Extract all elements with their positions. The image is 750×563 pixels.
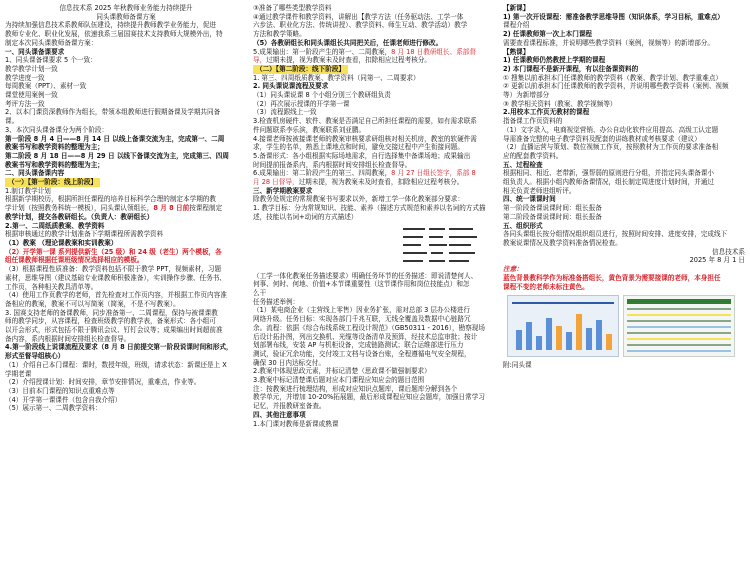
chart-bar — [596, 320, 602, 350]
table-mark — [403, 252, 427, 254]
body-line: 1、同头课备课要求 5 个一致： — [5, 56, 97, 65]
phase-two-line: 第二阶段 8 月 18 日——8 月 29 日 以线下备课交流为主，完成第三、四周 — [5, 151, 229, 160]
body-line: 指备课工作页资料的 — [503, 117, 563, 126]
table-mark — [449, 244, 471, 246]
body-line: 教学进度一致 — [5, 73, 45, 82]
body-line: ② 更新以前承担本门任课教师的教学资料，并说明哪些教学资料（案例、视频 — [503, 82, 729, 91]
body-line: 1) 第一次开设课程：需准备教学思维导图（知识体系，学习目标，重难点） — [503, 12, 724, 21]
sheet-row — [627, 350, 731, 352]
body-line: 应的配套教学资料。 — [503, 151, 563, 160]
section-heading-2: 二、同头课备课内容 — [5, 169, 65, 178]
intro-line: 制定本次同头课教师备课方案： — [5, 38, 98, 47]
note-line: 课程不变的老师未标注黄色。 — [503, 282, 589, 291]
table-mark — [449, 252, 475, 254]
body-line: 记忆，并报教研室备查。 — [253, 402, 326, 411]
body-line: 课堂使用案例一致 — [5, 91, 58, 100]
body-line: 教案说课情况及教学资料准备情况检查。 — [503, 238, 622, 247]
body-line: （3）目前本门课程的知识点重难点等 — [5, 386, 115, 395]
body-line: 方法和教学策略。 — [253, 30, 306, 39]
sheet-row — [627, 326, 731, 328]
column-middle — [253, 4, 497, 428]
tag-familiar-course: 【熟课】 — [503, 47, 530, 56]
body-line: （2）介绍授课计划：时间安排，章节安排情况，重难点，作业等。 — [5, 378, 201, 387]
body-line: 测试，验证冗余功能，交付竣工文档与设备台账，全程遵循电气安全规程， — [253, 349, 471, 358]
table-mark — [403, 244, 421, 246]
body-line: （1）介绍自己本门课程：课时，数授年级，班级，请求状态：新课还是上 X — [5, 360, 227, 369]
phase-one-line: 第一阶段 8 月 4 日——8 月 14 日 以线上备课交流为主，完成第一、二周 — [5, 134, 225, 143]
body-line: 导需准备完整的电子教学资料及配套的讲练教材或考核要求（建议） — [503, 134, 701, 143]
body-line: （5）各教研组长和同头课组长共同把关后，任课老师进行修改。 — [253, 38, 443, 47]
body-line: 课程介绍 — [503, 21, 530, 30]
text-run: 过期未提，视为教案未及时查看，扣除相应过程考核分。 — [298, 178, 464, 187]
body-line: 时间提前报备系内，系内根据时间安排组长检查督导。 — [253, 160, 412, 169]
body-line: 六步法、职业化方法、传统讲授）、教学资料、师生互动、教学活动）教学 — [253, 21, 468, 30]
signature-date: 2025 年 8 月 1 日 — [689, 256, 745, 265]
phase-two-line: 教案书写和教学资料的整理为主； — [5, 160, 104, 169]
body-line: 任务描述举例： — [253, 297, 300, 306]
highlight-line: 组任课教师根据任课班级情况选择相应的模板。 — [5, 256, 144, 265]
phase-one-line: 教案书写和教学资料的整理为主； — [5, 143, 104, 152]
body-line: 3、本次同头课备课分为两个阶段： — [5, 125, 109, 134]
chart-bar — [606, 334, 612, 350]
table-mark — [431, 252, 443, 254]
embedded-screenshots — [503, 293, 745, 359]
tag-new-course: 【新课】 — [503, 4, 530, 12]
body-line: 师的教学同步，从容课程，检查班级教学的教学表，备案形式：各小组可 — [5, 317, 216, 326]
body-line: （1）文字录入，电商视觉营销、办公自动化软件应用提高、高级工认定题 — [503, 125, 719, 134]
table-mark — [429, 228, 445, 230]
sheet-row — [627, 308, 731, 310]
chart-bar — [526, 322, 532, 350]
sub-heading: 2. 同头课说课流程及要求 — [253, 82, 329, 91]
doc-title-line1: 信息技术系 2025 年秋教师业务能力持续提升 — [59, 4, 193, 12]
table-mark — [403, 236, 423, 238]
body-line: 3.检查机房硬件、软件、教案是否满足自己所担任课程的需要，如有需求联系 — [253, 117, 477, 126]
body-line — [253, 56, 497, 65]
body-line: 根据相同、相近、老带新，强帮弱的原则进行分组，并指定同头课备课小 — [503, 169, 714, 178]
body-line: （4）开学第一课课件（包含自我介绍） — [5, 395, 122, 404]
body-line: ③准备了哪些类型教学资料 — [253, 4, 332, 12]
body-line: 第二阶段备课说课时间：组长报备 — [503, 212, 602, 221]
attachment-label: 附:同头课 — [503, 361, 532, 370]
deadline-text: 8 月 8 日前 — [153, 204, 190, 213]
body-line: （1）教案 （理论课教案和实训教案） — [5, 238, 118, 247]
body-line: 工作页，各种相关教具清单等。 — [5, 282, 98, 291]
sub-heading: 形式至督导组核心） — [5, 352, 65, 361]
body-line: 第一阶段备课说课时间：组长报备 — [503, 204, 602, 213]
sheet-row — [627, 314, 731, 316]
body-line: （5）展示第一、二周教学资料： — [5, 404, 102, 413]
body-line: 5.备课形式：各小组根据实际场地需求，自行选择集中备课场地；成果输出 — [253, 151, 471, 160]
body-line: 3.教案中标记清楚课后题对应本门课程应知应会的题目范围 — [253, 376, 425, 385]
deadline-text: 月 28 日督导， — [253, 178, 299, 187]
body-line — [253, 178, 497, 187]
intro-line: 教师专业化、职业化发展，依速我系三届国赛技术支持教师大规模外出，特 — [5, 30, 223, 39]
text-run: 5.成果输出：第一阶段产生的第一、二周教案， — [253, 47, 392, 56]
body-line: 教学单元，并增加 10-20%拓展题，最后形成课程应知应会题库，加强日常学习 — [253, 393, 485, 402]
note-line: 蓝色背景教科学作为标准备搭组长，黄色背景为需要接课的老师，本身担任 — [503, 273, 721, 282]
text-run: 何事、何时、何地、价值+本节课重要性（这节课作用和岗位技能点）和怎 — [253, 280, 470, 289]
body-line: 1.制订教学计划 — [5, 186, 51, 195]
body-line: ① 搜集以前承担本门任课教师的教学资料（教案、教学计划、教学重难点） — [503, 73, 723, 82]
sub-heading: 2.第一、二周纸质教案、教学资料 — [5, 221, 105, 230]
doc-title-line2: 同头课教师备课方案 — [96, 12, 156, 21]
highlight-line: （2）开学第一课 系列提供新生（25 级）和 24 级（老生）两个模板，各 — [5, 247, 222, 256]
section-heading-4: 四、其他注意事项 — [253, 410, 306, 419]
body-line: 等）为新增部分 — [503, 91, 550, 100]
deadline-text: 8 月 27 日组长签字，系部 8 — [391, 169, 476, 178]
body-line: 2) 本门课程不是新开课程，有以往备课资料的 — [503, 64, 639, 73]
body-line: ④通过教学课件和教学资料，讲解出【教学方法（任务驱动法、工学一体 — [253, 12, 464, 21]
chart-bar — [566, 332, 572, 350]
body-line: （2）直播运营与策划、数位视频工作页，按照教材为工作页的要求准备相 — [503, 143, 719, 152]
text-run: 按课程制定 — [189, 204, 223, 213]
sheet-header — [627, 299, 731, 304]
body-line: 各同头课组长按分组情况组织组员进行，按照时间安排、进度安排，完成线下 — [503, 230, 728, 239]
body-line: 1. 第三、四周纸质教案、教学资料（同第一、二周要求） — [253, 73, 420, 82]
body-line: （工学一体化教案任务描述要求）明确任务环节的任务描述：即说清楚何人、 — [253, 271, 478, 280]
body-line: （1）同头课说课 8 个小组分别三个教研组负责 — [253, 91, 391, 100]
chart-title-bar — [512, 302, 614, 304]
body-line: 余。流程：依据《综合布线系统工程设计规范》（GB50311 - 2016），勘察现场 — [253, 323, 485, 332]
body-line: 2) 任课教师第一次上本门课程 — [503, 30, 593, 39]
body-line: 件问题联系李乐滨，教案联系刘亚鹏。 — [253, 125, 366, 134]
column-left — [5, 4, 247, 413]
body-line: 备相应的教案，教案不可以写简案（简案，不是不写教案）。 — [5, 299, 180, 308]
section-heading-7: 五、组织形式 — [503, 221, 543, 230]
body-line — [5, 204, 247, 213]
table-mark — [429, 244, 447, 246]
body-line: 根据新学期校历，根据所担任课程的培养目标科学合理的制定本学期的教 — [5, 195, 216, 204]
body-line: 求，学生的名单，熟悉上课地点和时间，避免交接过程中产生衔接问题。 — [253, 143, 464, 152]
chart-bar — [536, 336, 542, 350]
body-line: 1. 教学目标：分为常规知识、技能、素养（描述方式规范和素养以名词的方式描 — [253, 204, 486, 213]
embedded-spreadsheet-thumbnail — [623, 295, 735, 357]
body-line: 除教务处规定的常规教案书写要求以外，新增工学一体化教案部分要求： — [253, 195, 464, 204]
stage-banner-text: （一）【第一阶段：线上阶段】 — [5, 178, 100, 187]
embedded-table-image — [253, 224, 497, 270]
body-line: 学期老课 — [5, 369, 32, 378]
stage-banner-offline — [253, 65, 497, 74]
body-line: 以开会形式，形式包括不限于腾讯会议、钉钉会议等；成果编出时间超前准 — [5, 326, 223, 335]
table-mark — [449, 260, 469, 262]
sheet-row — [627, 338, 731, 340]
body-line: 后设计拓扑图，列出交换机、光缆等设备清单及预算，经技术总监审批；按计 — [253, 332, 478, 341]
chart-bar — [556, 326, 562, 350]
table-mark — [429, 236, 443, 238]
embedded-chart-thumbnail — [507, 295, 619, 357]
stage-banner-online — [5, 178, 247, 187]
body-line: ③ 教学相关资料（教案、教学视频等） — [503, 99, 617, 108]
section-heading-6: 四、统一课课时间 — [503, 195, 556, 204]
body-line: 课。 — [5, 117, 19, 126]
table-mark — [403, 260, 423, 262]
text-run: 6.成果输出：第二阶段产生的第三、四周教案， — [253, 169, 392, 178]
body-line: 2.教案中体现思政元素，并标记清楚（思政课不做强制要求） — [253, 367, 431, 376]
intro-line: 为持续加强信息技术系教师队伍建设，持续提升教师教学业务能力，促进 — [5, 21, 216, 30]
body-line: （4）使用工作页教学的老师，首先检查对工作页内容，并根据工作页内容准 — [5, 291, 227, 300]
text-run: 过期未提，视为教案未及时查看，扣除相应过程考核分。 — [266, 56, 432, 65]
body-line: 素材，思维导图（建议基础专业课教师积极准备），实训操作步骤、任务书、 — [5, 273, 226, 282]
deadline-text: 8 月 18 日教研组长、系部督 — [391, 47, 476, 56]
sheet-row — [627, 332, 731, 334]
body-line: 确保 30 日内达标交付。 — [253, 358, 325, 367]
body-line — [253, 169, 497, 178]
table-mark — [449, 228, 473, 230]
stage-banner-text: （二）【第二阶段：线下阶段】 — [253, 65, 348, 74]
sheet-row — [627, 344, 731, 346]
chart-bar — [546, 318, 552, 350]
table-mark — [403, 228, 425, 230]
body-line: 述，技能以名词+动词的方式描述） — [253, 212, 358, 221]
section-heading-3: 三、新学期教案要求 — [253, 186, 313, 195]
body-line: 根据审核通过的教学计划准备下学期课程所需教学资料 — [5, 230, 164, 239]
section-heading-1: 一、同头课备课要求 — [5, 47, 65, 56]
body-line — [253, 48, 497, 57]
chart-bar — [576, 314, 582, 350]
body-line: 划部署布线，安装 AP 与机柜设备，完成链路测试；联合运维部进行压力 — [253, 341, 464, 350]
table-mark — [449, 236, 477, 238]
body-line: 备内容，系内根据时间安排组长检查督导。 — [5, 334, 131, 343]
section-heading-5: 五、过程检查 — [503, 160, 543, 169]
body-line: 4.接课老师按被接课老师的教案审核要求研组核对相关机房，教室的软硬件需 — [253, 134, 477, 143]
body-line: 注：按教案进行梳理结构，形成对应知识点题库，课后题库分解到各个 — [253, 384, 458, 393]
sub-heading: 2.用校本工作页无教材的课程 — [503, 108, 590, 117]
body-line: 考评方法一致 — [5, 99, 45, 108]
body-line: 2、以本门课资深教师作为组长，带领本组教师进行假期备课及学期共同备 — [5, 108, 221, 117]
body-line: （3）根据课程性质准备：教学资料包括不限于教学 PPT，视频素材，习题 — [5, 265, 222, 274]
body-line: 需要查看课程标准，并说明哪些教学资料（案例，视频等）的新增部分。 — [503, 38, 714, 47]
body-line: 网络升级。任务目标：实现各部门千兆互联，无线全覆盖及数据中心链路冗 — [253, 315, 471, 324]
text-run: 学计划（按照教务科统一模板），同头课认领组长， — [5, 204, 154, 213]
chart-bar — [516, 330, 522, 350]
body-line: （2）再次展示授课的开学第一课 — [253, 99, 350, 108]
body-line: 么干 — [253, 288, 267, 297]
column-right — [503, 4, 745, 370]
body-line — [253, 280, 497, 289]
body-line: 教学计划，提交各教研组长。（负责人：教研组长） — [5, 212, 154, 221]
body-line: 1.本门课对教师是新课或熟课 — [253, 419, 339, 428]
body-line: （1）某电商企业（主营线上零售）因业务扩张，需对总部 3 层办公楼进行 — [253, 306, 470, 315]
body-line: 教学教学计划一致 — [5, 64, 58, 73]
body-line: 组负责人。根据小组内教师备课情况，组长制定周进度计划时间，并通过 — [503, 178, 714, 187]
deadline-text: 导， — [253, 56, 267, 65]
body-line: （3）流程跟线上一致 — [253, 108, 317, 117]
body-line: 1) 任课教师仍然教授上学期的课程 — [503, 56, 606, 65]
note-label: 注意： — [503, 265, 523, 274]
chart-bar — [586, 328, 592, 350]
signature-dept: 信息技术系 — [712, 247, 745, 256]
body-line: 相关负责老师进组听评。 — [503, 186, 576, 195]
sub-heading: 4.第一阶段线上说课流程及要求（8 月 8 日前提交第一阶段说课时间和形式， — [5, 343, 233, 352]
sheet-row — [627, 320, 731, 322]
body-line: 每周教案（PPT）、素材一致 — [5, 82, 87, 91]
table-mark — [429, 260, 445, 262]
body-line: 3. 国赛支持老师的备课教师，同步准备第一、二周课程，保持与被课课教 — [5, 308, 218, 317]
